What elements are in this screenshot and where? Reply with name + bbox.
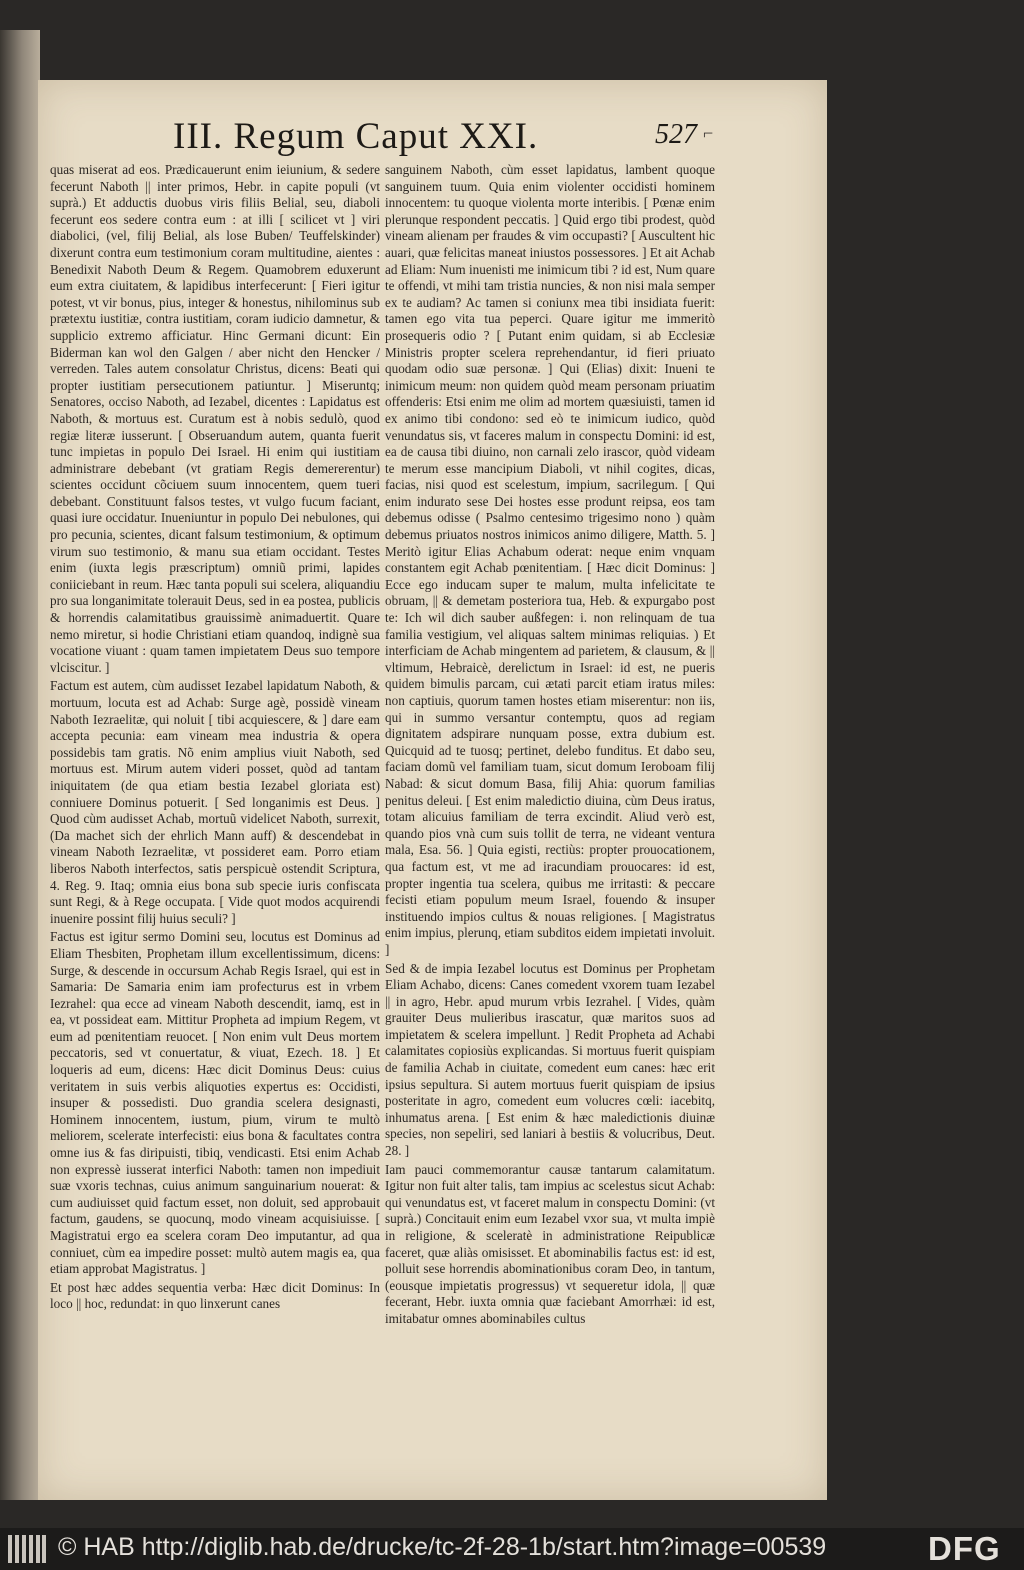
paragraph: Factum est autem, cùm audisset Iezabel lapidatum Naboth, & mortuum, locuta est ad Achab: Surge agè, possidè vineam Naboth Iezraelitæ, qui noluit [ tibi acquiescere, & ] dare eam accepta pecunia: eam vineam mea industria & opera possidebis tam gratis. Nõ enim amplius viuit Naboth, sed mortuus est. Mirum autem videri posset, quòd ad tantam iniquitatem (de qua etiam bestia Iezabel gloriata est) conniuere Dominus potuerit. [ Sed longanimis est Deus. ] Quod cùm audisset Achab, mortuũ videlicet Naboth, surrexit, (Da machet sich der ehrlich Mann auff) & descendebat in vineam Naboth Iezraelitæ, vt possideret eam. Porro etiam liberos Naboth interfectos, satis perspicuè ostendit Scriptura, 4. Reg. 9. Itaq; omnia eius bona sub specie iuris confiscata sunt Regi, & à Rege occupata. [ Vide quot modos acquirendi inuenire possint filij huius seculi? ] [50,678,380,926]
paragraph: quas miserat ad eos. Prædicauerunt enim ieiunium, & sedere fecerunt Naboth || inter primos, Hebr. in capite populi (vt suprà.) Et adductis duobus viris filiis Belial, seu, diaboli fecerunt eos sedere contra eum : at illi [ scilicet vt ] viri diabolici, (vel, filij Belial, als lose Buben/ Teuffelskinder) dixerunt contra eum testimonium coram multitudine, aientes : Benedixit Naboth Deum & Regem. Quamobrem eduxerunt eum extra ciuitatem, & lapidibus interfecerunt: [ Fieri igitur potest, vt vir bonus, pius, integer & honestus, nihilominus sub prætextu iustitiæ, contra iustitiam, coram iudicio damnetur, & supplicio extremo afficiatur. Hinc Germani dicunt: Ein Biderman kan wol den Galgen / aber nicht den Hencker / verreden. Tales autem consolatur Christus, dicens: Beati qui propter iustitiam persecutionem patiuntur. ] Miseruntq; Senatores, occiso Naboth, ad Iezabel, dicentes : Lapidatus est Naboth, & mortuus est. Curatum est à nobis sedulò, quod regiæ literæ iusserunt. [ Obseruandum autem, quanta fuerit tunc impietas in populo Dei Israel. Hi enim qui iustitiam administrare debebant (vt gratiam Regis demererentur) scientes occidunt cõciuem suum innocentem, quem tueri debebant. Constituunt falsos testes, vt vulgo fucum faciant, quasi iure occidatur. Inueniuntur in populo Dei nebulones, qui pro pecunia, scientes, dicant falsum testimonium, & optimum virum suo testimonio, & manu sua etiam occidant. Testes enim (iuxta legis præscriptum) omniũ primi, lapides coniiciebant in reum. Hæc tanta populi sui scelera, aliquandiu pro sua longanimitate tolerauit Deus, sed in ea postea, publicis & horrendis calamitatibus grauissimè animaduertit. Quare nemo miretur, si hodie Christiani etiam quandoq, indignè sua vocatione viuant : quam tamen impietatem Deus suo tempore vlciscitur. ] [50,162,380,675]
paragraph: sanguinem Naboth, cùm esset lapidatus, lambent quoque sanguinem tuum. Quia enim violenter occidisti hominem innocentem: tu quoque violenta morte interibis. [ Pœnæ enim plerunque respondent peccatis. ] Quid ergo tibi prodest, quòd vineam alienam per fraudes & vim occupasti? [ Auscultent hic auari, quæ felicitas maneat iniustos possessores. ] Et ait Achab ad Eliam: Num inuenisti me inimicum tibi ? id est, Num quare te offendi, vt mihi tam tristia nuncies, & non nisi mala semper ex te audiam? Ac tamen si coniunx mea tibi insidiata fuerit: tamen ego vita tua peperci. Quare igitur me immeritò prosequeris odio ? [ Putant enim quidam, si ab Ecclesiæ Ministris propter scelera reprehendantur, id fieri priuato quodam odio suæ personæ. ] Qui (Elias) dixit: Inueni te inimicum meum: non quidem quòd meam personam priuatim offenderis: Etsi enim me olim ad mortem quæsiuisti, tamen id ex animo tibi condono: sed eò te inimicum iudico, quòd venundatus sis, vt faceres malum in conspectu Domini: id est, ea de causa tibi diuino, non carnali zelo irascor, quòd videam te merum esse mancipium Diaboli, vt nihil cogites, dicas, facias, nisi quod est scelestum, impium, sacrilegum. [ Qui enim indurato sese Dei hostes esse produnt reipsa, eos tam debemus odisse ( Psalmo centesimo trigesimo nono ) quàm debemus priuatos nostros inimicos animo diligere, Matth. 5. ] Meritò igitur Elias Achabum oderat: neque enim vnquam constantem egit Achab pœnitentiam. [ Hæc dicit Dominus: ] Ecce ego inducam super te malum, multa infelicitate te obruam, || & demetam posteriora tua, Heb. & expurgabo post te: Ich wil dich sauber außfegen: i. non relinquam de tua familia vestigium, vel aliquas saltem minimas reliquias. ) Et interficiam de Achab mingentem ad parietem, & clausum, & || vltimum, Hebraicè, derelictum in Israel: id est, ne pueris quidem bimulis parcam, cui ætati parcit etiam iratus miles: non captiuis, quorum tamen hostes etiam miserentur: non iis, qui in summo versantur contemptu, quos ad regiam dignitatem adspirare nunquam posse, extra dubium est. Quicquid ad te tuosq; pertinet, delebo funditus. Et dabo seu, faciam domũ vel familiam tuam, sicut domum Ieroboam filij Nabad: & sicut domum Basa, filij Ahia: quorum familias penitus deleui. [ Est enim maledictio diuina, cùm Deus iratus, totam alicuius familiam de terra excindit. Aliud verò est, quando pios vnà cum suis tollit de terra, ne videant ventura mala, Esa. 56. ] Quia egisti, rectiùs: propter prouocationem, qua factum est, vt me ad iracundiam prouocares: id est, propter ingentia tua scelera, quibus me irritasti: & peccare fecisti etiam populum meum Israel, fouendo & insuper instituendo impios cultus & nouas religiones. [ Magistratus enim impius, plerunq, etiam subditos eidem impietati involuit. ] [385,162,715,957]
right-text-column [385,162,715,1330]
paragraph: Sed & de impia Iezabel locutus est Dominus per Prophetam Eliam Achabo, dicens: Canes comedent vxorem tuam Iezabel || in agro, Hebr. apud murum vrbis Iezrahel. [ Vides, quàm grauiter Deus mulieribus irascatur, quæ maritos suos ad impietatem & scelera impellunt. ] Redit Propheta ad Achabi calamitates copiosiùs explicandas. Si mortuus fuerit quispiam de familia Achab in ciuitate, comedent eum canes: hæc erit ipsius sepultura. Si autem mortuus fuerit quispiam de ipsius posteritate in agro, comedent eum volucres cœli: iacebitq, inhumatus arena. [ Est enim & hæc maledictionis diuinæ species, non sepeliri, sed laniari à bestiis & volucribus, Deut. 28. ] [385,960,715,1159]
viewer-footer [0,1528,1024,1570]
paragraph: Et post hæc addes sequentia verba: Hæc dicit Dominus: In loco || hoc, redundat: in quo linxerunt canes [50,1279,380,1312]
page-number: 527 [655,119,697,150]
paragraph: Factus est igitur sermo Domini seu, locutus est Dominus ad Eliam Thesbiten, Prophetam illum excellentissimum, dicens: Surge, & descende in occursum Achab Regis Israel, qui est in Samaria: De Samaria enim iam profecturus est in vrbem Iezrahel: qua ecce ad vineam Naboth descendit, iamq, est in ea, vt possideat eam. Mittitur Propheta ad impium Regem, vt eum ad pœnitentiam reuocet. [ Non enim vult Deus mortem peccatoris, sed vt conuertatur, & viuat, Ezech. 18. ] Et loqueris ad eum, dicens: Hæc dicit Dominus Deus: cuius veritatem in suis verbis aliquoties expertus es: Occidisti, insuper & possedisti. Duo grandia scelera designasti, Hominem innocentem, iustum, pium, virum te multò meliorem, scelerate interfecisti: eius bona & facultates contra omne ius & fas diripuisti, tibiq, vendicasti. Etsi enim Achab non expressè iusserat interfici Naboth: tamen non impediuit suæ vxoris technas, cuius animum sanguinarium nouerat: & cum audiuisset quid factum esset, non doluit, sed approbauit factum, gaudens, se quocunq, modo vineam acquisiuisse. [ Magistratui ergo ea scelera coram Deo imputantur, ad qua conniuet, cùm ea impedire posset: multò autem magis ea, qua etiam approbat Magistratus. ] [50,929,380,1277]
running-header [38,115,827,155]
book-page [38,80,827,1500]
left-text-column [50,162,380,1315]
left-page-edge [0,30,40,1500]
corner-mark: ⌐ [703,123,714,143]
dfg-logo: DFG [928,1530,1001,1567]
page-title: III. Regum Caput XXI. [173,116,539,157]
paragraph: Iam pauci commemorantur causæ tantarum calamitatum. Igitur non fuit alter talis, tam impius ac scelestus sicut Achab: qui venundatus est, vt faceret malum in conspectu Domini: (vt suprà.) Concitauit enim eum Iezabel vxor sua, vt multa impiè in religione, & sceleratè in administratione Reipublicæ faceret, quæ aliàs omisisset. Et abominabilis factus est: id est, polluit sese horrendis abominationibus coram Deo, in tantum, (eousque impietatis progressus) vt sequeretur idola, || quæ fecerant, Hebr. iuxta omnia quæ faciebant Amorrhæi: id est, imitabatur omnes abominabiles cultus [385,1161,715,1326]
hab-logo-icon [8,1535,46,1563]
copyright-url[interactable]: © HAB http://diglib.hab.de/drucke/tc-2f-28-1b/start.htm?image=00539 [58,1533,827,1561]
